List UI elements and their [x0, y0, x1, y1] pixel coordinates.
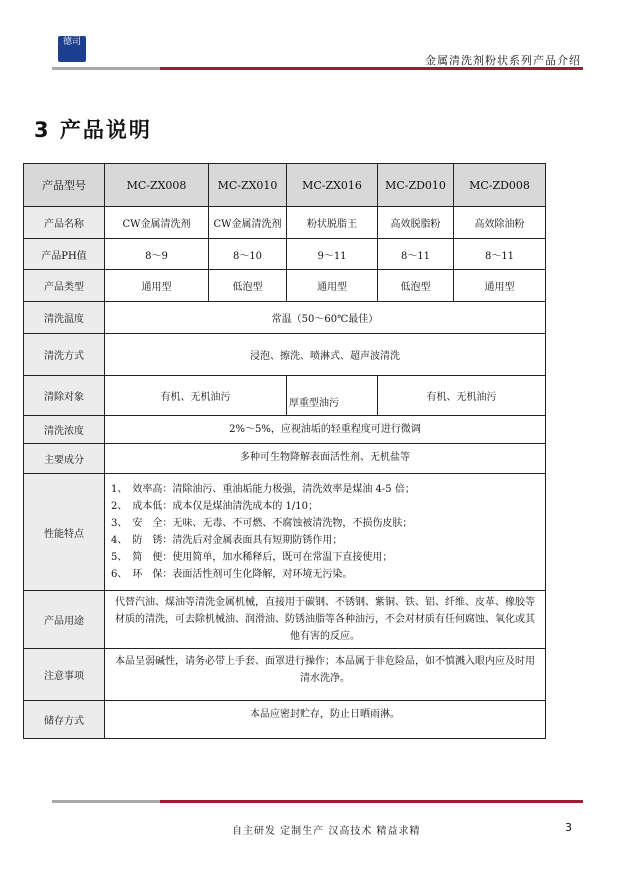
header-title: 金属清洗剂粉状系列产品介绍	[425, 54, 581, 67]
type-cell: 低泡型	[378, 270, 454, 302]
name-cell: 高效除油粉	[454, 207, 546, 239]
row-storage	[24, 701, 546, 739]
header-rule-red	[160, 67, 583, 70]
header-rule-gray	[52, 67, 160, 70]
type-cell: 通用型	[105, 270, 209, 302]
ph-cell: 9～11	[287, 239, 378, 270]
composition-value: 多种可生物降解表面活性剂、无机盐等	[105, 444, 546, 474]
name-cell: CW金属清洗剂	[105, 207, 209, 239]
label-ph: 产品PH值	[24, 239, 105, 270]
performance-item: 5、 简 便：使用简单，加水稀释后，既可在常温下直接使用；	[111, 552, 393, 563]
page-number: 3	[565, 821, 572, 834]
footer-rule-gray	[52, 800, 160, 803]
storage-value: 本品应密封贮存，防止日晒雨淋。	[105, 701, 546, 739]
row-concentration	[24, 416, 546, 444]
logo-text: 德司	[62, 37, 81, 47]
use-value: 代替汽油、煤油等清洗金属机械，直接用于碳钢、不锈钢、紫铜、铁、铝、纤维、皮革、橡胶等材质的清洗，可去除机械油、润滑油、防锈油脂等各种油污，不会对材质有任何腐蚀、氧化或其他有害的反应。	[105, 591, 546, 649]
row-temp	[24, 302, 546, 334]
type-cell: 通用型	[454, 270, 546, 302]
section-title: 3 产品说明	[34, 118, 152, 142]
name-cell: 粉状脱脂王	[287, 207, 378, 239]
target-cell: 有机、无机油污	[378, 376, 546, 416]
model-cell: MC-ZX008	[105, 164, 209, 207]
row-note	[24, 649, 546, 701]
row-model	[24, 164, 546, 207]
concentration-value: 2%～5%，应视油垢的轻重程度可进行微调	[105, 416, 546, 444]
model-cell: MC-ZX016	[287, 164, 378, 207]
label-concentration: 清洗浓度	[24, 416, 105, 444]
performance-item: 1、 效率高：清除油污、重油垢能力极强，清洗效率是煤油 4-5 倍；	[111, 484, 415, 495]
performance-item: 2、 成本低：成本仅是煤油清洗成本的 1/10；	[111, 501, 318, 512]
label-method: 清洗方式	[24, 334, 105, 376]
label-name: 产品名称	[24, 207, 105, 239]
row-type	[24, 270, 546, 302]
product-spec-table	[23, 163, 546, 739]
row-target	[24, 376, 546, 416]
label-composition: 主要成分	[24, 444, 105, 474]
model-cell: MC-ZX010	[209, 164, 287, 207]
row-use	[24, 591, 546, 649]
label-note: 注意事项	[24, 649, 105, 701]
row-method	[24, 334, 546, 376]
target-cell: 有机、无机油污	[105, 376, 287, 416]
label-target: 清除对象	[24, 376, 105, 416]
label-temp: 清洗温度	[24, 302, 105, 334]
name-cell: CW金属清洗剂	[209, 207, 287, 239]
ph-cell: 8～9	[105, 239, 209, 270]
label-use: 产品用途	[24, 591, 105, 649]
footer-rule-red	[160, 800, 583, 803]
target-cell: 厚重型油污	[287, 376, 378, 416]
row-performance	[24, 474, 546, 591]
ph-cell: 8～10	[209, 239, 287, 270]
name-cell: 高效脱脂粉	[378, 207, 454, 239]
label-model: 产品型号	[24, 164, 105, 207]
row-name	[24, 207, 546, 239]
label-storage: 储存方式	[24, 701, 105, 739]
ph-cell: 8～11	[454, 239, 546, 270]
row-ph	[24, 239, 546, 270]
note-value: 本品呈弱碱性，请务必带上手套、面罩进行操作；本品属于非危险品，如不慎溅入眼内应及时用清水洗净。	[105, 649, 546, 701]
model-cell: MC-ZD008	[454, 164, 546, 207]
type-cell: 通用型	[287, 270, 378, 302]
method-value: 浸泡、擦洗、喷淋式、超声波清洗	[105, 334, 546, 376]
performance-item: 6、 环 保：表面活性剂可生化降解，对环境无污染。	[111, 569, 353, 580]
performance-item: 4、 防 锈：清洗后对金属表面具有短期防锈作用；	[111, 535, 343, 546]
performance-item: 3、 安 全：无味、无毒、不可燃、不腐蚀被清洗物，不损伤皮肤；	[111, 518, 413, 529]
label-performance: 性能特点	[24, 474, 105, 591]
ph-cell: 8～11	[378, 239, 454, 270]
type-cell: 低泡型	[209, 270, 287, 302]
model-cell: MC-ZD010	[378, 164, 454, 207]
row-composition	[24, 444, 546, 474]
performance-list	[105, 474, 546, 591]
company-logo	[58, 36, 86, 62]
label-type: 产品类型	[24, 270, 105, 302]
footer-slogan: 自主研发 定制生产 汉高技术 精益求精	[232, 826, 421, 837]
temp-value: 常温（50～60℃最佳）	[105, 302, 546, 334]
